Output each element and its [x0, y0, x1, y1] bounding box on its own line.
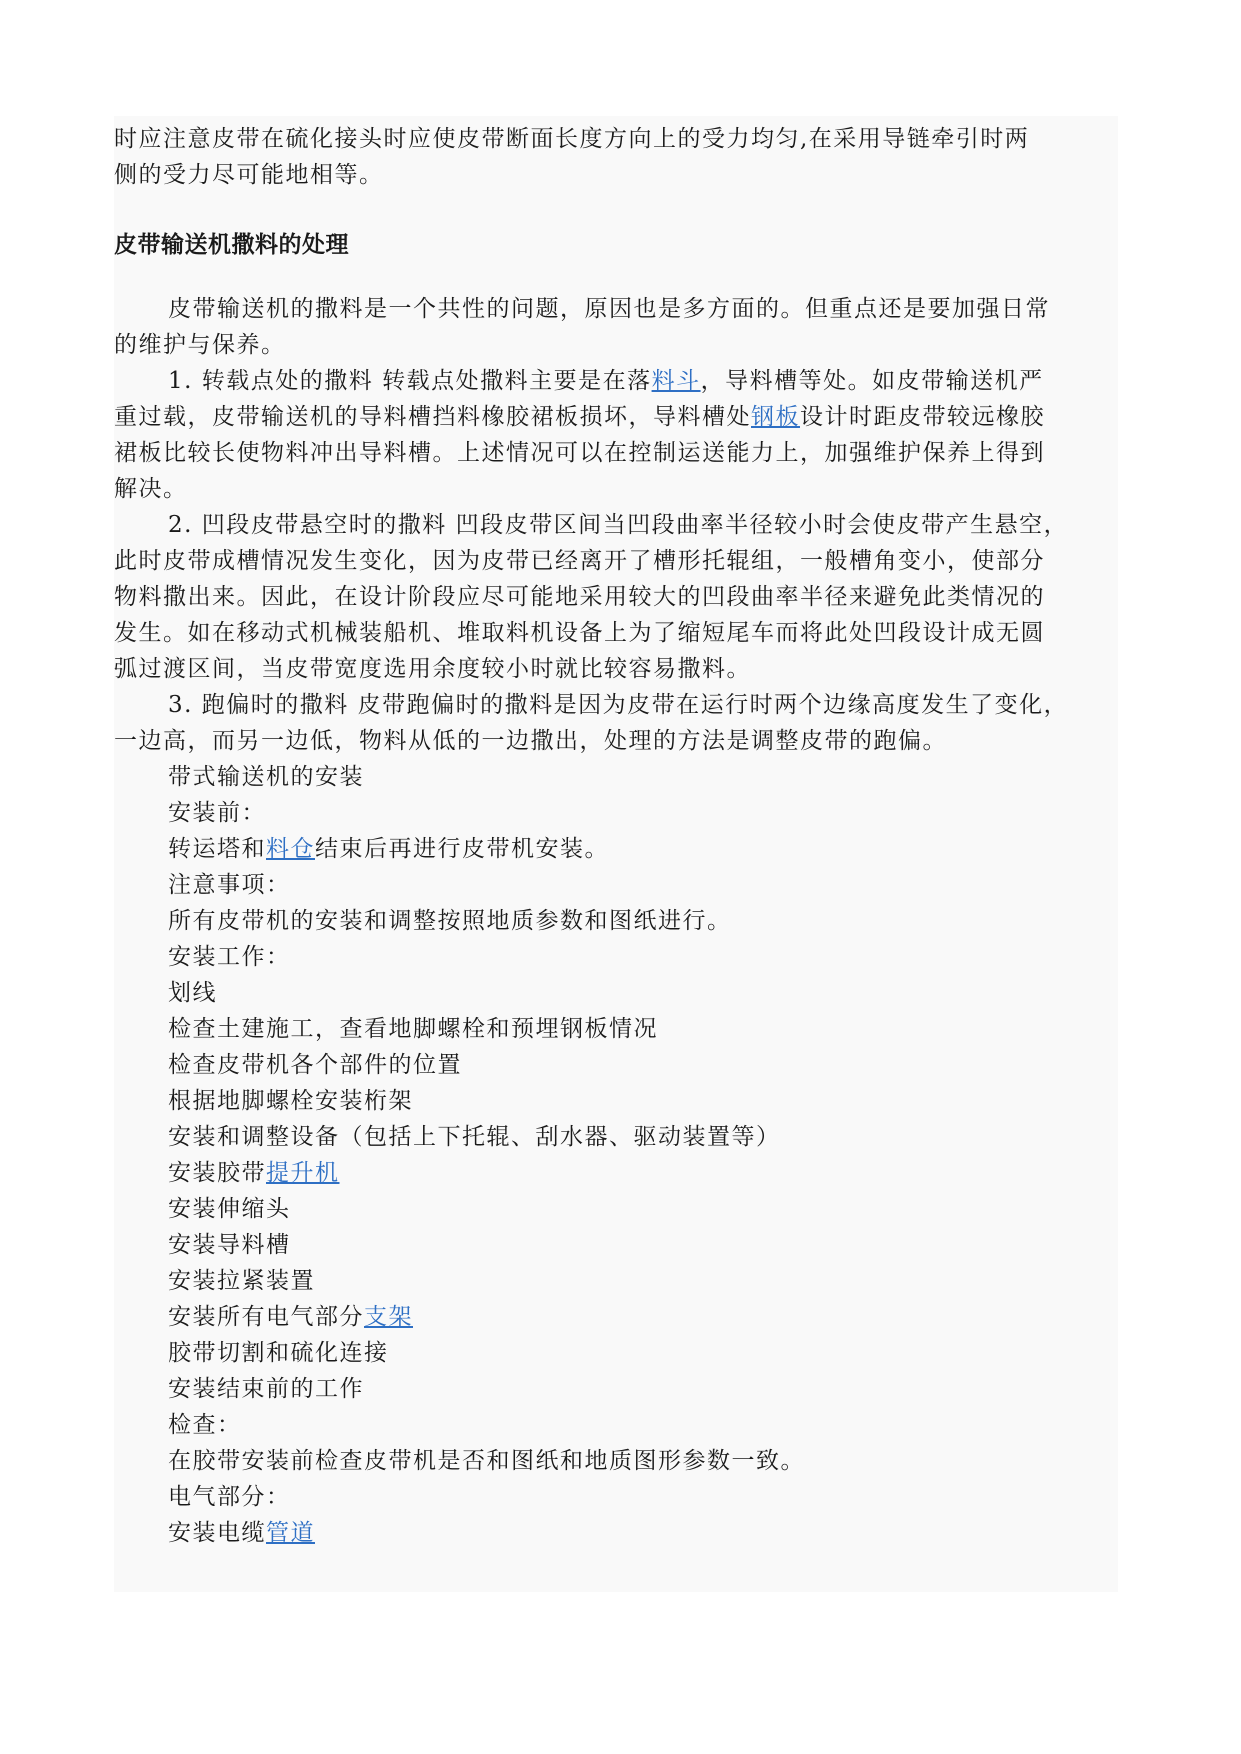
- document-body: [114, 116, 1118, 1592]
- elec-text: [168, 1518, 315, 1548]
- list-item-line: 裙板比较长使物料冲出导料槽。上述情况可以在控制运送能力上，加强维护保养上得到: [114, 440, 1045, 466]
- link-steel-plate[interactable]: 钢板: [751, 404, 800, 430]
- step-item: 检查土建施工，查看地脚螺栓和预埋钢板情况: [168, 1016, 658, 1042]
- step-item: 划线: [168, 980, 217, 1006]
- before-text: [168, 834, 609, 864]
- elec-label: 电气部分：: [168, 1484, 291, 1510]
- list-item-line: 此时皮带成槽情况发生变化，因为皮带已经离开了槽形托辊组，一般槽角变小，使部分: [114, 548, 1045, 574]
- text-span: 设计时距皮带较远橡胶: [800, 404, 1045, 430]
- step-item: [168, 1302, 413, 1332]
- paragraph-line: 的维护与保养。: [114, 332, 286, 358]
- step-item: [168, 1158, 340, 1188]
- text-span: 安装电缆: [168, 1520, 266, 1546]
- notes-text: 所有皮带机的安装和调整按照地质参数和图纸进行。: [168, 908, 732, 934]
- text-span: 1. 转载点处的撒料 转载点处撒料主要是在落: [168, 368, 652, 394]
- text-span: 安装胶带: [168, 1160, 266, 1186]
- link-pipe[interactable]: 管道: [266, 1520, 315, 1546]
- list-item-line: [168, 366, 1044, 396]
- section-heading: 皮带输送机撒料的处理: [114, 232, 349, 258]
- step-item: 根据地脚螺栓安装桁架: [168, 1088, 413, 1114]
- before-label: 安装前：: [168, 800, 266, 826]
- work-label: 安装工作：: [168, 944, 291, 970]
- step-item: 安装伸缩头: [168, 1196, 291, 1222]
- list-item-line: 发生。如在移动式机械装船机、堆取料机设备上为了缩短尾车而将此处凹段设计成无圆: [114, 620, 1045, 646]
- text-span: ，导料槽等处。如皮带输送机严: [700, 368, 1044, 394]
- check-label: 检查：: [168, 1412, 242, 1438]
- list-item-line: [114, 402, 1045, 432]
- step-item: 安装结束前的工作: [168, 1376, 364, 1402]
- step-item: 胶带切割和硫化连接: [168, 1340, 389, 1366]
- intro-line: 时应注意皮带在硫化接头时应使皮带断面长度方向上的受力均匀,在采用导链牵引时两: [114, 126, 1030, 152]
- list-item-line: 弧过渡区间，当皮带宽度选用余度较小时就比较容易撒料。: [114, 656, 751, 682]
- link-bracket[interactable]: 支架: [364, 1304, 413, 1330]
- list-item-line: 解决。: [114, 476, 188, 502]
- list-item-line: 2. 凹段皮带悬空时的撒料 凹段皮带区间当凹段曲率半径较小时会使皮带产生悬空，: [168, 512, 1069, 538]
- check-text: 在胶带安装前检查皮带机是否和图纸和地质图形参数一致。: [168, 1448, 805, 1474]
- step-item: 安装拉紧装置: [168, 1268, 315, 1294]
- step-item: 安装导料槽: [168, 1232, 291, 1258]
- text-span: 转运塔和: [168, 836, 266, 862]
- text-span: 安装所有电气部分: [168, 1304, 364, 1330]
- text-span: 重过载，皮带输送机的导料槽挡料橡胶裙板损坏，导料槽处: [114, 404, 751, 430]
- text-span: 结束后再进行皮带机安装。: [315, 836, 609, 862]
- list-item-line: 一边高，而另一边低，物料从低的一边撒出，处理的方法是调整皮带的跑偏。: [114, 728, 947, 754]
- notes-label: 注意事项：: [168, 872, 291, 898]
- install-title: 带式输送机的安装: [168, 764, 364, 790]
- step-item: 安装和调整设备（包括上下托辊、刮水器、驱动装置等）: [168, 1124, 781, 1150]
- step-item: 检查皮带机各个部件的位置: [168, 1052, 462, 1078]
- paragraph-line: 皮带输送机的撒料是一个共性的问题，原因也是多方面的。但重点还是要加强日常: [168, 296, 1050, 322]
- link-elevator[interactable]: 提升机: [266, 1160, 340, 1186]
- list-item-line: 3. 跑偏时的撒料 皮带跑偏时的撒料是因为皮带在运行时两个边缘高度发生了变化，: [168, 692, 1069, 718]
- list-item-line: 物料撒出来。因此，在设计阶段应尽可能地采用较大的凹段曲率半径来避免此类情况的: [114, 584, 1045, 610]
- link-silo[interactable]: 料仓: [266, 836, 315, 862]
- intro-line: 侧的受力尽可能地相等。: [114, 162, 384, 188]
- link-hopper[interactable]: 料斗: [651, 368, 701, 394]
